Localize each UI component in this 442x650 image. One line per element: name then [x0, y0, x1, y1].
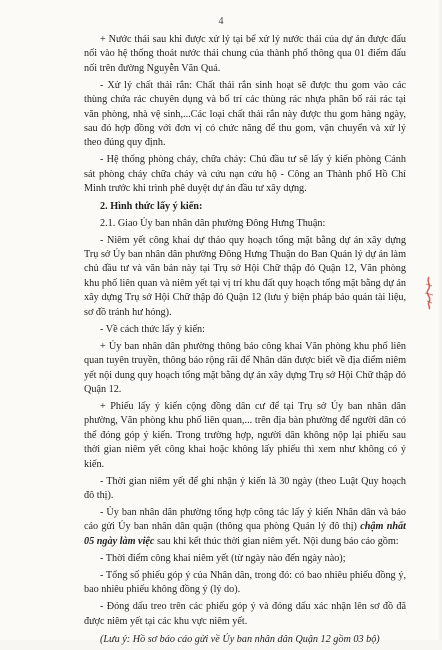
report-deadline: chậm nhất 05 ngày làm việc: [84, 521, 406, 547]
paragraph-report: [84, 506, 406, 549]
paragraph-fire-protection: - Hệ thống phòng cháy, chữa cháy: Chủ đầu tư sẽ lấy ý kiến phòng Cảnh sát phòng cháy chữa cháy và cứu nạn cứu hộ - Công an Thành phố Hồ Chí Minh trước khi trình phê duyệt dự án đầu tư xây dựng.: [84, 154, 406, 195]
document-body: [84, 33, 406, 650]
paragraph-solid-waste: - Xử lý chất thải rắn: Chất thải rắn sinh hoạt sẽ được thu gom vào các thùng chứa rác chuyên dụng và bố trí các thùng rác nhựa phân bố rải rác tại văn phòng, nhà vệ sinh,...Các loại chất thải rắn này được thu gom hàng ngày, sau đó hợp đồng với đơn vị có chức năng để thu gom, vận chuyển và xử lý theo đúng quy định.: [84, 79, 406, 149]
report-text-start: - Ủy ban nhân dân phường tổng hợp công tác lấy ý kiến Nhân dân và báo cáo gửi Ủy ban nhân dân quận (thông qua phòng Quản lý đô thị): [84, 506, 406, 533]
report-text-end: sau khi kết thúc thời gian niêm yết. Nội dung báo cáo gồm:: [154, 535, 399, 547]
paragraph-note: (Lưu ý: Hồ sơ báo cáo gửi về Ủy ban nhân dân Quận 12 gồm 03 bộ): [100, 633, 380, 645]
paragraph-report-count: - Tổng số phiếu góp ý của Nhân dân, trong đó: có bao nhiêu phiếu đồng ý, bao nhiêu phiếu không đồng ý (lý do).: [84, 569, 406, 596]
scan-edge-shadow: [438, 0, 442, 640]
stamp-mark-icon: [423, 276, 435, 310]
paragraph-public-posting: - Niêm yết công khai dự thảo quy hoạch tổng mặt bằng dự án xây dựng Trụ sở Ủy ban nhân dân phường Đông Hưng Thuận do Ban Quản lý dự án làm chủ đầu tư và văn bản này tại Trụ sở Hội Chữ thập đỏ Quận 12, Văn phòng khu phố liên quan và niêm yết tại vị trí khu đất quy hoạch tổng mặt bằng dự án xây dựng Trụ sở Hội Chữ thập đỏ Quận 12 (lưu ý biện pháp bảo quản tài liệu, sơ đồ tránh hư hỏng).: [84, 234, 406, 318]
section-heading-consultation-form: 2. Hình thức lấy ý kiến:: [100, 200, 203, 212]
subsection-heading-ward: 2.1. Giao Ủy ban nhân dân phường Đông Hưng Thuận:: [100, 217, 326, 229]
paragraph-report-time: - Thời điểm công khai niêm yết (từ ngày nào đến ngày nào);: [100, 552, 346, 564]
paragraph-notification: + Ủy ban nhân dân phường thông báo công khai Văn phòng khu phố liên quan tuyên truyền, thông báo rộng rãi để Nhân dân được biết về địa điểm niêm yết nội dung quy hoạch tổng mặt bằng dự án xây dựng Trụ sở Hội Chữ thập đỏ Quận 12.: [84, 340, 406, 395]
paragraph-opinion-forms: + Phiếu lấy ý kiến cộng đồng dân cư để tại Trụ sở Ủy ban nhân dân phường, Văn phòng khu phố liên quan,... trên địa bàn phường để người dân có thể đóng góp ý kiến. Trong trường hợp, người dân không nộp lại phiếu sau thời gian niêm yết công khai hoặc không lấy phiếu thì xem như không có ý kiến.: [84, 400, 406, 470]
paragraph-wastewater: + Nước thải sau khi được xử lý tại bể xử lý nước thải của dự án được đấu nối vào hệ thống thoát nước thải chung của thành phố thông qua 01 điểm đấu nối trên đường Nguyễn Văn Quá.: [84, 34, 406, 74]
paragraph-report-stamp: - Đóng dấu treo trên các phiếu góp ý và đóng dấu xác nhận lên sơ đồ đã được niêm yết tại các khu vực niêm yết.: [84, 601, 406, 627]
paragraph-posting-duration: - Thời gian niêm yết để ghi nhận ý kiến là 30 ngày (theo Luật Quy hoạch đô thị).: [84, 475, 406, 501]
page-number: 4: [218, 16, 224, 27]
paragraph-method-heading: - Về cách thức lấy ý kiến:: [100, 323, 205, 335]
